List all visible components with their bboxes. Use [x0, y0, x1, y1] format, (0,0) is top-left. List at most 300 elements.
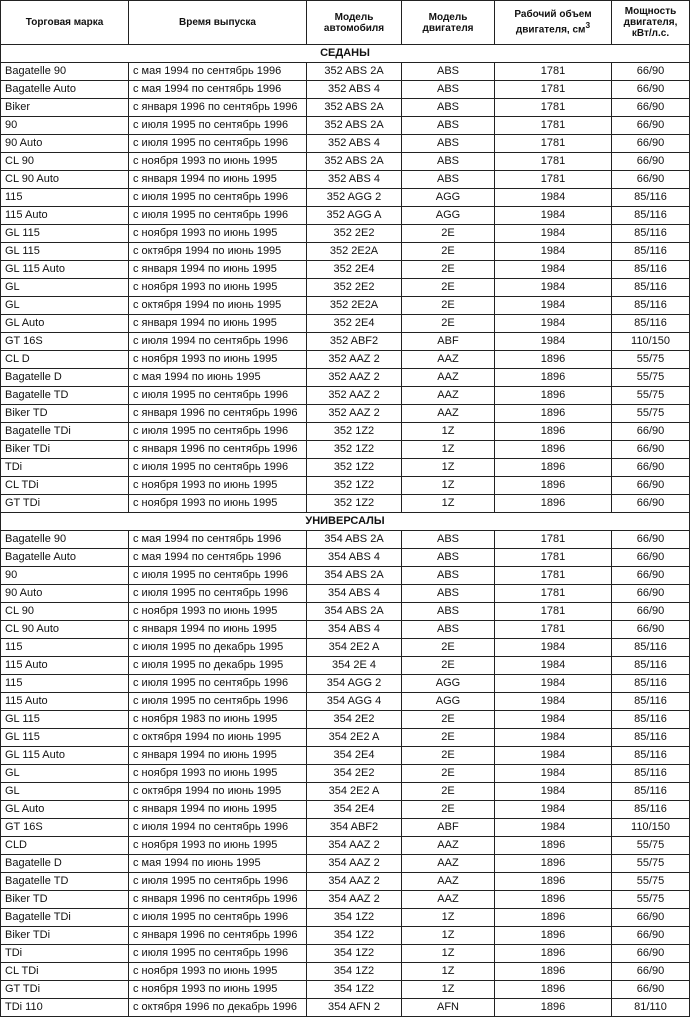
cell-engine: AAZ — [402, 351, 495, 369]
table-row — [1, 549, 690, 567]
cell-engine: 2E — [402, 639, 495, 657]
section-title: УНИВЕРСАЛЫ — [1, 513, 690, 531]
cell-engine: ABF — [402, 819, 495, 837]
cell-engine: AGG — [402, 675, 495, 693]
cell-model: 354 AFN 2 — [307, 999, 402, 1017]
cell-engine: ABF — [402, 333, 495, 351]
cell-brand: GT TDi — [1, 495, 129, 513]
cell-period: с мая 1994 по сентябрь 1996 — [129, 549, 307, 567]
table-row — [1, 477, 690, 495]
cell-period: с октября 1994 по июнь 1995 — [129, 729, 307, 747]
table-header — [1, 1, 690, 45]
cell-displacement: 1984 — [495, 801, 612, 819]
cell-model: 352 2E4 — [307, 315, 402, 333]
cell-engine: 1Z — [402, 441, 495, 459]
header-brand: Торговая марка — [1, 1, 129, 45]
cell-brand: Biker TDi — [1, 927, 129, 945]
cell-engine: AAZ — [402, 405, 495, 423]
cell-brand: CLD — [1, 837, 129, 855]
cell-brand: Bagatelle TD — [1, 873, 129, 891]
cell-power: 55/75 — [612, 873, 690, 891]
cell-period: с января 1996 по сентябрь 1996 — [129, 99, 307, 117]
cell-brand: GL — [1, 297, 129, 315]
cell-displacement: 1984 — [495, 765, 612, 783]
cell-displacement: 1896 — [495, 351, 612, 369]
cell-period: с июля 1995 по сентябрь 1996 — [129, 135, 307, 153]
cell-model: 354 ABF2 — [307, 819, 402, 837]
cell-displacement: 1896 — [495, 837, 612, 855]
section-row — [1, 45, 690, 63]
cell-brand: Biker TDi — [1, 441, 129, 459]
table-row — [1, 729, 690, 747]
cell-power: 85/116 — [612, 315, 690, 333]
cell-brand: GL — [1, 783, 129, 801]
cell-model: 352 ABS 2A — [307, 117, 402, 135]
cell-engine: 2E — [402, 783, 495, 801]
cell-displacement: 1984 — [495, 729, 612, 747]
cell-displacement: 1781 — [495, 171, 612, 189]
cell-brand: TDi — [1, 945, 129, 963]
cell-model: 354 2E2 — [307, 711, 402, 729]
cell-power: 66/90 — [612, 135, 690, 153]
cell-period: с июля 1995 по сентябрь 1996 — [129, 423, 307, 441]
cell-power: 85/116 — [612, 189, 690, 207]
cell-engine: 1Z — [402, 459, 495, 477]
cell-model: 352 ABF2 — [307, 333, 402, 351]
table-row — [1, 99, 690, 117]
cell-power: 55/75 — [612, 855, 690, 873]
cell-period: с ноября 1993 по июнь 1995 — [129, 981, 307, 999]
cell-power: 85/116 — [612, 207, 690, 225]
table-row — [1, 117, 690, 135]
cell-power: 85/116 — [612, 801, 690, 819]
cell-model: 354 2E4 — [307, 801, 402, 819]
cell-period: с мая 1994 по июнь 1995 — [129, 855, 307, 873]
cell-engine: ABS — [402, 117, 495, 135]
cell-period: с июля 1995 по сентябрь 1996 — [129, 693, 307, 711]
table-row — [1, 837, 690, 855]
header-power: Мощность двигателя, кВт/л.с. — [612, 1, 690, 45]
cell-model: 352 1Z2 — [307, 495, 402, 513]
cell-model: 352 ABS 2A — [307, 153, 402, 171]
cell-engine: AFN — [402, 999, 495, 1017]
cell-power: 85/116 — [612, 783, 690, 801]
cell-power: 85/116 — [612, 225, 690, 243]
cell-power: 66/90 — [612, 567, 690, 585]
cell-model: 354 AAZ 2 — [307, 837, 402, 855]
cell-brand: CL 90 — [1, 603, 129, 621]
cell-period: с июля 1995 по сентябрь 1996 — [129, 207, 307, 225]
cell-model: 354 ABS 4 — [307, 549, 402, 567]
cell-brand: CL 90 Auto — [1, 171, 129, 189]
cell-brand: Bagatelle TD — [1, 387, 129, 405]
table-row — [1, 369, 690, 387]
cell-displacement: 1896 — [495, 369, 612, 387]
cell-displacement: 1896 — [495, 945, 612, 963]
cell-engine: ABS — [402, 549, 495, 567]
cell-period: с июля 1995 по сентябрь 1996 — [129, 567, 307, 585]
cell-displacement: 1984 — [495, 189, 612, 207]
cell-power: 66/90 — [612, 549, 690, 567]
cell-model: 354 2E 4 — [307, 657, 402, 675]
table-row — [1, 855, 690, 873]
cell-displacement: 1896 — [495, 963, 612, 981]
cell-period: с ноября 1993 по июнь 1995 — [129, 837, 307, 855]
cell-engine: 1Z — [402, 945, 495, 963]
header-displacement-sup: 3 — [585, 20, 591, 31]
cell-engine: 2E — [402, 747, 495, 765]
cell-displacement: 1781 — [495, 153, 612, 171]
cell-period: с июля 1995 по сентябрь 1996 — [129, 945, 307, 963]
cell-brand: 115 — [1, 675, 129, 693]
cell-engine: AAZ — [402, 387, 495, 405]
cell-engine: AAZ — [402, 891, 495, 909]
cell-engine: ABS — [402, 99, 495, 117]
table-row — [1, 153, 690, 171]
table-row — [1, 567, 690, 585]
cell-period: с ноября 1993 по июнь 1995 — [129, 153, 307, 171]
cell-model: 352 1Z2 — [307, 477, 402, 495]
cell-engine: 2E — [402, 765, 495, 783]
table-row — [1, 387, 690, 405]
table-row — [1, 351, 690, 369]
cell-period: с ноября 1993 по июнь 1995 — [129, 603, 307, 621]
table-row — [1, 279, 690, 297]
cell-displacement: 1984 — [495, 225, 612, 243]
cell-engine: AGG — [402, 693, 495, 711]
table-row — [1, 459, 690, 477]
cell-power: 66/90 — [612, 117, 690, 135]
cell-displacement: 1781 — [495, 585, 612, 603]
cell-period: с ноября 1993 по июнь 1995 — [129, 765, 307, 783]
cell-model: 352 AGG 2 — [307, 189, 402, 207]
cell-displacement: 1896 — [495, 981, 612, 999]
cell-model: 352 AGG A — [307, 207, 402, 225]
table-row — [1, 135, 690, 153]
cell-engine: 2E — [402, 225, 495, 243]
cell-model: 354 1Z2 — [307, 963, 402, 981]
cell-model: 352 1Z2 — [307, 423, 402, 441]
cell-period: с ноября 1993 по июнь 1995 — [129, 963, 307, 981]
cell-brand: 115 — [1, 639, 129, 657]
cell-brand: GL — [1, 765, 129, 783]
cell-power: 66/90 — [612, 171, 690, 189]
cell-model: 354 ABS 2A — [307, 603, 402, 621]
cell-period: с мая 1994 по сентябрь 1996 — [129, 531, 307, 549]
cell-power: 85/116 — [612, 711, 690, 729]
table-row — [1, 81, 690, 99]
cell-period: с июля 1995 по сентябрь 1996 — [129, 873, 307, 891]
table-row — [1, 441, 690, 459]
table-row — [1, 531, 690, 549]
cell-power: 66/90 — [612, 531, 690, 549]
cell-model: 354 2E4 — [307, 747, 402, 765]
table-row — [1, 999, 690, 1017]
cell-brand: GL 115 Auto — [1, 261, 129, 279]
table-row — [1, 711, 690, 729]
cell-power: 66/90 — [612, 63, 690, 81]
cell-power: 66/90 — [612, 981, 690, 999]
cell-period: с ноября 1993 по июнь 1995 — [129, 351, 307, 369]
cell-brand: Biker TD — [1, 405, 129, 423]
cell-brand: Bagatelle 90 — [1, 63, 129, 81]
table-row — [1, 315, 690, 333]
cell-engine: 2E — [402, 711, 495, 729]
cell-power: 55/75 — [612, 369, 690, 387]
cell-displacement: 1781 — [495, 135, 612, 153]
table-row — [1, 207, 690, 225]
cell-brand: GL 115 — [1, 729, 129, 747]
cell-period: с мая 1994 по июнь 1995 — [129, 369, 307, 387]
cell-power: 66/90 — [612, 99, 690, 117]
table-row — [1, 225, 690, 243]
cell-displacement: 1781 — [495, 81, 612, 99]
table-row — [1, 873, 690, 891]
cell-period: с октября 1996 по декабрь 1996 — [129, 999, 307, 1017]
table-row — [1, 189, 690, 207]
cell-brand: CL 90 Auto — [1, 621, 129, 639]
cell-model: 354 AAZ 2 — [307, 873, 402, 891]
cell-engine: ABS — [402, 81, 495, 99]
table-row — [1, 495, 690, 513]
cell-period: с июля 1995 по сентябрь 1996 — [129, 117, 307, 135]
cell-displacement: 1896 — [495, 423, 612, 441]
cell-period: с июля 1995 по декабрь 1995 — [129, 639, 307, 657]
table-row — [1, 261, 690, 279]
cell-power: 66/90 — [612, 963, 690, 981]
cell-period: с января 1996 по сентябрь 1996 — [129, 927, 307, 945]
cell-period: с января 1994 по июнь 1995 — [129, 261, 307, 279]
table-row — [1, 927, 690, 945]
cell-period: с июля 1995 по декабрь 1995 — [129, 657, 307, 675]
cell-displacement: 1896 — [495, 909, 612, 927]
cell-model: 354 ABS 2A — [307, 567, 402, 585]
cell-power: 66/90 — [612, 477, 690, 495]
cell-engine: 2E — [402, 297, 495, 315]
cell-displacement: 1984 — [495, 675, 612, 693]
table-row — [1, 297, 690, 315]
cell-power: 85/116 — [612, 243, 690, 261]
cell-power: 55/75 — [612, 405, 690, 423]
cell-period: с июля 1994 по сентябрь 1996 — [129, 333, 307, 351]
cell-power: 85/116 — [612, 729, 690, 747]
cell-displacement: 1781 — [495, 117, 612, 135]
table-row — [1, 243, 690, 261]
cell-engine: AAZ — [402, 837, 495, 855]
cell-period: с ноября 1983 по июнь 1995 — [129, 711, 307, 729]
cell-model: 352 1Z2 — [307, 441, 402, 459]
cell-model: 354 ABS 4 — [307, 621, 402, 639]
cell-engine: ABS — [402, 621, 495, 639]
cell-power: 66/90 — [612, 945, 690, 963]
cell-model: 352 AAZ 2 — [307, 405, 402, 423]
table-row — [1, 657, 690, 675]
cell-model: 354 2E2 A — [307, 729, 402, 747]
cell-engine: ABS — [402, 135, 495, 153]
cell-brand: Bagatelle 90 — [1, 531, 129, 549]
cell-engine: 2E — [402, 279, 495, 297]
cell-brand: Bagatelle Auto — [1, 81, 129, 99]
table-row — [1, 423, 690, 441]
table-row — [1, 945, 690, 963]
cell-displacement: 1984 — [495, 639, 612, 657]
header-displacement — [495, 1, 612, 45]
cell-model: 354 AAZ 2 — [307, 891, 402, 909]
table-row — [1, 639, 690, 657]
table-row — [1, 603, 690, 621]
cell-engine: ABS — [402, 63, 495, 81]
cell-brand: CL TDi — [1, 963, 129, 981]
cell-engine: ABS — [402, 531, 495, 549]
cell-engine: 1Z — [402, 423, 495, 441]
cell-displacement: 1896 — [495, 477, 612, 495]
header-period: Время выпуска — [129, 1, 307, 45]
cell-engine: ABS — [402, 153, 495, 171]
table-row — [1, 621, 690, 639]
cell-brand: 115 — [1, 189, 129, 207]
cell-displacement: 1984 — [495, 315, 612, 333]
cell-power: 55/75 — [612, 837, 690, 855]
cell-displacement: 1896 — [495, 873, 612, 891]
cell-displacement: 1896 — [495, 855, 612, 873]
cell-displacement: 1781 — [495, 567, 612, 585]
cell-brand: 115 Auto — [1, 693, 129, 711]
table-row — [1, 801, 690, 819]
cell-displacement: 1984 — [495, 819, 612, 837]
cell-power: 66/90 — [612, 621, 690, 639]
cell-engine: ABS — [402, 171, 495, 189]
cell-brand: Biker — [1, 99, 129, 117]
cell-displacement: 1984 — [495, 243, 612, 261]
cell-model: 354 AGG 4 — [307, 693, 402, 711]
cell-period: с ноября 1993 по июнь 1995 — [129, 279, 307, 297]
cell-power: 55/75 — [612, 891, 690, 909]
cell-period: с октября 1994 по июнь 1995 — [129, 243, 307, 261]
cell-engine: ABS — [402, 603, 495, 621]
cell-engine: AAZ — [402, 873, 495, 891]
cell-model: 354 2E2 A — [307, 639, 402, 657]
header-row — [1, 1, 690, 45]
cell-period: с ноября 1993 по июнь 1995 — [129, 495, 307, 513]
cell-engine: 1Z — [402, 909, 495, 927]
cell-period: с октября 1994 по июнь 1995 — [129, 297, 307, 315]
cell-engine: ABS — [402, 585, 495, 603]
cell-displacement: 1896 — [495, 441, 612, 459]
cell-model: 352 ABS 4 — [307, 81, 402, 99]
cell-engine: 2E — [402, 261, 495, 279]
cell-power: 85/116 — [612, 261, 690, 279]
cell-model: 352 2E2 — [307, 225, 402, 243]
cell-power: 110/150 — [612, 819, 690, 837]
cell-engine: 2E — [402, 315, 495, 333]
table-row — [1, 819, 690, 837]
cell-displacement: 1984 — [495, 279, 612, 297]
cell-displacement: 1984 — [495, 693, 612, 711]
cell-displacement: 1896 — [495, 387, 612, 405]
cell-model: 354 1Z2 — [307, 927, 402, 945]
cell-displacement: 1896 — [495, 495, 612, 513]
cell-power: 85/116 — [612, 279, 690, 297]
table-row — [1, 675, 690, 693]
cell-model: 354 1Z2 — [307, 981, 402, 999]
cell-model: 352 2E4 — [307, 261, 402, 279]
cell-model: 352 AAZ 2 — [307, 351, 402, 369]
cell-power: 85/116 — [612, 693, 690, 711]
cell-displacement: 1896 — [495, 891, 612, 909]
cell-period: с января 1996 по сентябрь 1996 — [129, 891, 307, 909]
table-row — [1, 171, 690, 189]
cell-period: с июля 1995 по сентябрь 1996 — [129, 459, 307, 477]
table-row — [1, 585, 690, 603]
cell-engine: AAZ — [402, 369, 495, 387]
cell-brand: GL — [1, 279, 129, 297]
cell-power: 66/90 — [612, 585, 690, 603]
cell-brand: Bagatelle D — [1, 855, 129, 873]
cell-power: 85/116 — [612, 657, 690, 675]
cell-displacement: 1984 — [495, 783, 612, 801]
cell-engine: 2E — [402, 729, 495, 747]
cell-displacement: 1781 — [495, 99, 612, 117]
cell-model: 354 AGG 2 — [307, 675, 402, 693]
cell-power: 85/116 — [612, 765, 690, 783]
cell-power: 110/150 — [612, 333, 690, 351]
cell-brand: Bagatelle Auto — [1, 549, 129, 567]
cell-model: 352 2E2A — [307, 297, 402, 315]
cell-power: 55/75 — [612, 387, 690, 405]
cell-period: с ноября 1993 по июнь 1995 — [129, 477, 307, 495]
cell-displacement: 1781 — [495, 549, 612, 567]
cell-displacement: 1984 — [495, 261, 612, 279]
table-row — [1, 963, 690, 981]
cell-period: с января 1994 по июнь 1995 — [129, 171, 307, 189]
cell-power: 66/90 — [612, 927, 690, 945]
table-row — [1, 765, 690, 783]
cell-displacement: 1896 — [495, 999, 612, 1017]
cell-displacement: 1984 — [495, 207, 612, 225]
cell-brand: Bagatelle D — [1, 369, 129, 387]
cell-model: 352 2E2A — [307, 243, 402, 261]
cell-engine: AGG — [402, 189, 495, 207]
cell-brand: GL 115 — [1, 243, 129, 261]
table-row — [1, 783, 690, 801]
cell-engine: 1Z — [402, 477, 495, 495]
cell-brand: 115 Auto — [1, 657, 129, 675]
cell-period: с января 1996 по сентябрь 1996 — [129, 441, 307, 459]
cell-power: 66/90 — [612, 495, 690, 513]
cell-brand: Biker TD — [1, 891, 129, 909]
cell-displacement: 1896 — [495, 405, 612, 423]
section-title: СЕДАНЫ — [1, 45, 690, 63]
cell-brand: GT 16S — [1, 333, 129, 351]
cell-period: с января 1994 по июнь 1995 — [129, 621, 307, 639]
cell-engine: 1Z — [402, 495, 495, 513]
cell-brand: GL 115 — [1, 711, 129, 729]
cell-model: 354 ABS 4 — [307, 585, 402, 603]
cell-model: 352 ABS 4 — [307, 135, 402, 153]
cell-brand: 115 Auto — [1, 207, 129, 225]
cell-brand: GL Auto — [1, 801, 129, 819]
cell-period: с января 1994 по июнь 1995 — [129, 747, 307, 765]
cell-brand: GL 115 Auto — [1, 747, 129, 765]
header-displacement-text: Рабочий объем двигателя, см — [514, 9, 592, 36]
cell-brand: Bagatelle TDi — [1, 909, 129, 927]
cell-period: с ноября 1993 по июнь 1995 — [129, 225, 307, 243]
cell-brand: GL Auto — [1, 315, 129, 333]
cell-brand: GT 16S — [1, 819, 129, 837]
cell-period: с мая 1994 по сентябрь 1996 — [129, 63, 307, 81]
cell-period: с мая 1994 по сентябрь 1996 — [129, 81, 307, 99]
cell-period: с июля 1995 по сентябрь 1996 — [129, 909, 307, 927]
